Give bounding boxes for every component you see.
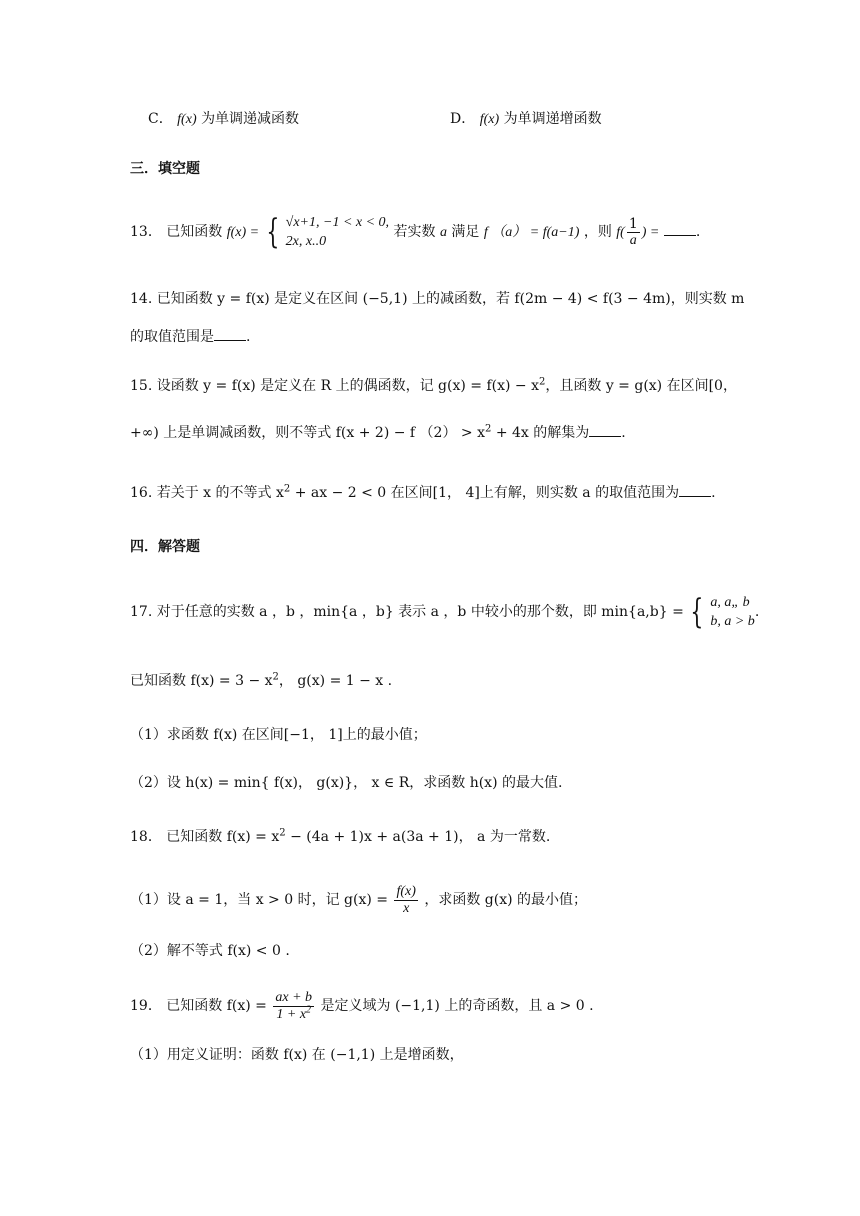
q13-mid2: 满足 — [451, 224, 480, 240]
q15-line1: 设函数 y = f(x) 是定义在 R 上的偶函数，记 g(x) = f(x) − x — [156, 378, 539, 394]
q13-frac-num: 1 — [628, 215, 638, 232]
q13-condition: f （a） = f(a−1) — [483, 225, 580, 240]
q18-frac-den: x — [403, 900, 410, 916]
q13-f-close: ) = — [641, 225, 660, 240]
q16-number: 16. — [130, 485, 153, 501]
q16-text: 若关于 x 的不等式 x — [156, 485, 284, 501]
q13-piecewise — [286, 213, 389, 251]
option-d — [450, 108, 602, 131]
option-d-text: 为单调递增函数 — [503, 111, 602, 127]
q17-case2: b, a > b — [710, 614, 755, 629]
q19-fraction: $\frac{ax + b}{1 + x^2}$ — [275, 989, 313, 1022]
option-c — [148, 108, 299, 131]
q17-case1: a, a„ b — [710, 595, 750, 610]
question-18: 18． 已知函数 $f(x) = x^2 - (4a + 1)x + a(3a + 1)$， a 为一常数. — [130, 827, 551, 845]
section-fill-in-title: 三．填空题 — [130, 161, 200, 177]
q13-case1: √x+1, −1 < x < 0, — [285, 215, 390, 230]
q18-line1: 已知函数 f(x) = x — [166, 829, 280, 845]
option-c-label: C． — [148, 111, 173, 127]
left-brace-icon: { — [265, 212, 279, 252]
q18-part1-a: （1）设 a = 1，当 x > 0 时，记 g(x) = — [130, 892, 388, 908]
q13-fx: f(x) = — [226, 225, 260, 240]
question-19 — [130, 986, 594, 1026]
question-17-part2: （2）设 h(x) = min{ f(x)， g(x)}， x ∈ R，求函数 h(x) 的最大值. — [130, 775, 563, 791]
q16-end: . — [711, 485, 716, 501]
question-18-part1 — [130, 880, 587, 920]
q18-part1-b: ，求函数 g(x) 的最小值； — [424, 892, 588, 908]
q15-answer-blank[interactable] — [589, 422, 621, 437]
left-brace-icon: { — [690, 592, 704, 632]
q19-frac-num: ax + b — [275, 989, 313, 1005]
q17-line2: 已知函数 f(x) = 3 − x — [130, 673, 273, 689]
q13-number: 13． — [130, 224, 162, 240]
option-c-text: 为单调递减函数 — [201, 111, 300, 127]
q13-pre: 已知函数 — [166, 224, 223, 240]
q13-var-a: a — [439, 225, 447, 240]
question-16: 16. 若关于 x 的不等式 $x^2$ + ax − 2 < 0 在区间[1， 4]上有解，则实数 a 的取值范围为 . — [130, 483, 716, 501]
section-solve-title: 四．解答题 — [130, 539, 200, 555]
option-d-func: f(x) — [479, 112, 500, 127]
q13-case2: 2x, x..0 — [285, 234, 327, 249]
q15-line2b: + 4x 的解集为 — [491, 425, 590, 441]
q19-number: 19． — [130, 998, 162, 1014]
q14-line1: 已知函数 y = f(x) 是定义在区间 (−5,1) 上的减函数，若 f(2m − 4) < f(3 − 4m)，则实数 m — [156, 291, 745, 307]
q19-pre: 已知函数 f(x) = — [166, 998, 267, 1014]
q17-line1: 对于任意的实数 a ，b ，min{a ，b} 表示 a ，b 中较小的那个数，即 min{a,b} = — [156, 604, 684, 620]
q17-piecewise — [710, 593, 754, 631]
q16-text2: + ax − 2 < 0 在区间[1， 4]上有解，则实数 a 的取值范围为 — [290, 485, 680, 501]
question-17 — [130, 592, 759, 632]
question-15: 15. 设函数 y = f(x) 是定义在 R 上的偶函数，记 $g(x) = f(x) - x^2$，且函数 y = g(x) 在区间[0， — [130, 376, 737, 394]
q13-case1-text: x+1, −1 < x < 0, — [293, 215, 390, 230]
q13-then: ，则 — [583, 224, 612, 240]
q13-mid: 若实数 — [393, 224, 436, 240]
q13-answer-blank[interactable] — [664, 221, 696, 236]
question-14-line2 — [130, 326, 250, 348]
question-15-line2: +∞) 上是单调减函数，则不等式 f(x + 2) − f $(2) > x^2 + 4x$ 的解集为 . — [130, 423, 626, 441]
question-18-part2: （2）解不等式 f(x) < 0 . — [130, 943, 290, 959]
q18-line1b: − (4a + 1)x + a(3a + 1)， a 为一常数. — [285, 829, 551, 845]
option-d-label: D． — [450, 111, 476, 127]
q19-frac-den: 1 + x — [276, 1006, 307, 1022]
q14-number: 14. — [130, 291, 153, 307]
option-c-func: f(x) — [177, 112, 197, 127]
q13-end: . — [695, 224, 701, 240]
q14-end: . — [246, 329, 251, 345]
q18-frac-num: f(x) — [396, 883, 416, 899]
q19-post: 是定义域为 (−1,1) 上的奇函数，且 a > 0 . — [320, 998, 594, 1014]
q16-answer-blank[interactable] — [679, 482, 711, 497]
q14-answer-blank[interactable] — [214, 326, 246, 341]
q15-line2: +∞) 上是单调减函数，则不等式 f(x + 2) − f （2） > x — [130, 425, 485, 441]
q17-number: 17. — [130, 604, 153, 620]
q13-fraction — [627, 216, 640, 249]
question-17-given: 已知函数 $f(x) = 3 - x^2$， g(x) = 1 − x . — [130, 671, 393, 689]
q18-number: 18． — [130, 829, 162, 845]
q15-number: 15. — [130, 378, 153, 394]
q17-line2b: ， g(x) = 1 − x . — [278, 673, 393, 689]
question-19-part1: （1）用定义证明：函数 f(x) 在 (−1,1) 上是增函数， — [130, 1047, 464, 1063]
q13-frac-den: a — [629, 232, 637, 248]
q17-end: . — [754, 604, 760, 620]
q14-line2: 的取值范围是 — [130, 329, 214, 345]
q15-end: . — [621, 425, 626, 441]
q13-f-open: f( — [616, 225, 625, 240]
question-13 — [130, 212, 700, 253]
q18-fraction — [394, 884, 417, 917]
question-14 — [130, 288, 744, 310]
q15-line1b: ，且函数 y = g(x) 在区间[0， — [545, 378, 737, 394]
question-17-part1: （1）求函数 f(x) 在区间[−1， 1]上的最小值； — [130, 727, 427, 743]
